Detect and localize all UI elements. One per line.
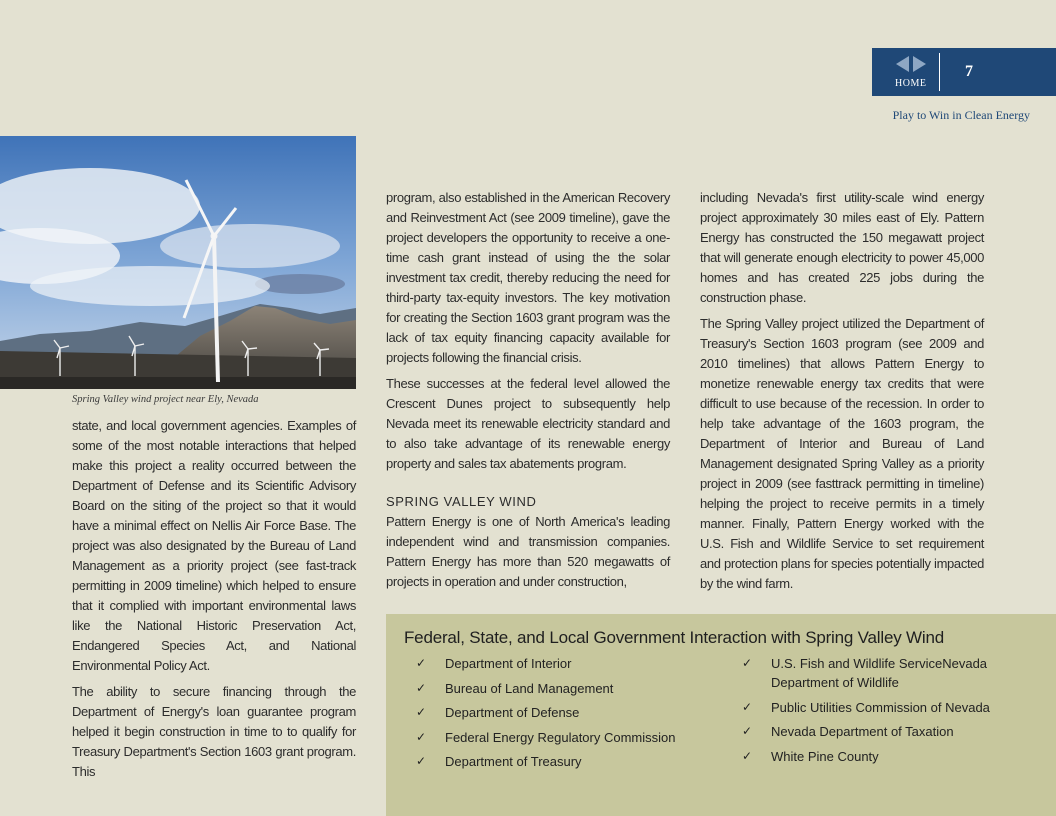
list-item-label: Nevada Department of Taxation	[771, 724, 954, 739]
checkmark-icon: ✓	[416, 754, 427, 768]
wind-farm-photo	[0, 136, 356, 389]
page-nav-badge	[872, 48, 1056, 96]
home-link[interactable]: HOME	[895, 78, 927, 89]
checkmark-icon: ✓	[742, 699, 753, 714]
nav-divider	[939, 53, 940, 91]
paragraph: state, and local government agencies. Examples of some of the most notable interactions that helped make this project a reality occurred between the Department of Defense and its Scientific Advisory Board on the siting of the project so that it would have a minimal effect on Nellis Air Force Base. The project was also designated by the Bureau of Land Management as a priority project (see fast-track permitting in 2009 timeline) which helped to ensure that it complied with important environmental laws like the National Historic Preservation Act, Endangered Species Act, and National Environmental Policy Act.	[72, 418, 356, 673]
list-item-label: Department of Treasury	[445, 754, 582, 769]
paragraph: program, also established in the American Recovery and Reinvestment Act (see 2009 timeline), gave the project developers the opportunity to receive a one-time cash grant instead of using the the solar investment tax credit, thereby reducing the need for third-party tax-equity investors. The key motivation for creating the Section 1603 grant program was the lack of tax equity financing capacity available for projects following the financial crisis.	[386, 190, 670, 365]
paragraph: These successes at the federal level allowed the Crescent Dunes project to subsequently help Nevada meet its renewable electricity standard and to also take advantage of its renewable energy property and sales tax abatements program.	[386, 376, 670, 471]
list-item	[742, 722, 1042, 741]
list-item	[416, 752, 716, 771]
list-item-label: Federal Energy Regulatory Commission	[445, 729, 676, 745]
text-column-3	[700, 188, 984, 600]
paragraph: The Spring Valley project utilized the Department of Treasury's Section 1603 program (see 2009 and 2010 timelines) that allows Pattern Energy to monetize renewable energy tax credits that were difficult to use because of the recession. In order to help take advantage of the 1603 program, the Department of Interior and Bureau of Land Management designated Spring Valley as a priority project in 2009 (see fasttrack permitting in timeline) helping the project to receive permits in a timely manner. Finally, Pattern Energy worked with the U.S. Fish and Wildlife Service to set requirement and protection plans for species potentially impacted by the wind farm.	[700, 316, 984, 591]
checkmark-icon: ✓	[742, 724, 753, 738]
checkmark-icon: ✓	[742, 748, 753, 763]
list-item	[416, 654, 716, 673]
document-title: Play to Win in Clean Energy	[892, 108, 1030, 122]
page-number: 7	[965, 63, 973, 80]
list-item	[416, 728, 716, 747]
section-subheading: SPRING VALLEY WIND	[386, 494, 537, 509]
list-item-label: Public Utilities Commission of Nevada	[771, 699, 990, 715]
photo-caption: Spring Valley wind project near Ely, Nevada	[72, 394, 259, 405]
list-item	[742, 654, 1042, 692]
text-column-1	[72, 416, 356, 788]
list-item-label: Department of Defense	[445, 705, 580, 720]
list-item-label: Department of Interior	[445, 656, 572, 671]
government-interaction-box	[386, 614, 1056, 816]
box-title: Federal, State, and Local Government Interaction with Spring Valley Wind	[404, 628, 944, 647]
previous-page-arrow-icon[interactable]	[896, 56, 909, 72]
checkmark-icon: ✓	[742, 656, 753, 670]
checkmark-icon: ✓	[416, 680, 427, 695]
list-item	[416, 703, 716, 722]
list-item	[416, 679, 716, 698]
list-item	[742, 698, 1042, 717]
checkmark-icon: ✓	[416, 705, 427, 719]
list-item-label: U.S. Fish and Wildlife ServiceNevada Department of Wildlife	[771, 656, 988, 690]
page-arrows	[896, 56, 932, 74]
next-page-arrow-icon[interactable]	[913, 56, 926, 72]
list-item	[742, 747, 1042, 766]
checkmark-icon: ✓	[416, 656, 427, 670]
agency-list-left	[416, 654, 716, 777]
list-item-label: White Pine County	[771, 748, 879, 764]
paragraph: Pattern Energy is one of North America's leading independent wind and transmission companies. Pattern Energy has more than 520 megawatts of projects in operation and under construction,	[386, 514, 670, 589]
paragraph: The ability to secure financing through the Department of Energy's loan guarantee program helped it begin construction in time to to qualify for Treasury Department's Section 1603 grant program. This	[72, 684, 356, 779]
paragraph: including Nevada's first utility-scale wind energy project approximately 30 miles east of Ely. Pattern Energy has constructed the 150 megawatt project that will generate enough electricity to power 45,000 homes and has created 225 jobs during the construction phase.	[700, 190, 984, 305]
list-item-label: Bureau of Land Management	[445, 680, 614, 696]
text-column-2	[386, 188, 670, 598]
checkmark-icon: ✓	[416, 729, 427, 744]
agency-list-right	[742, 654, 1042, 771]
